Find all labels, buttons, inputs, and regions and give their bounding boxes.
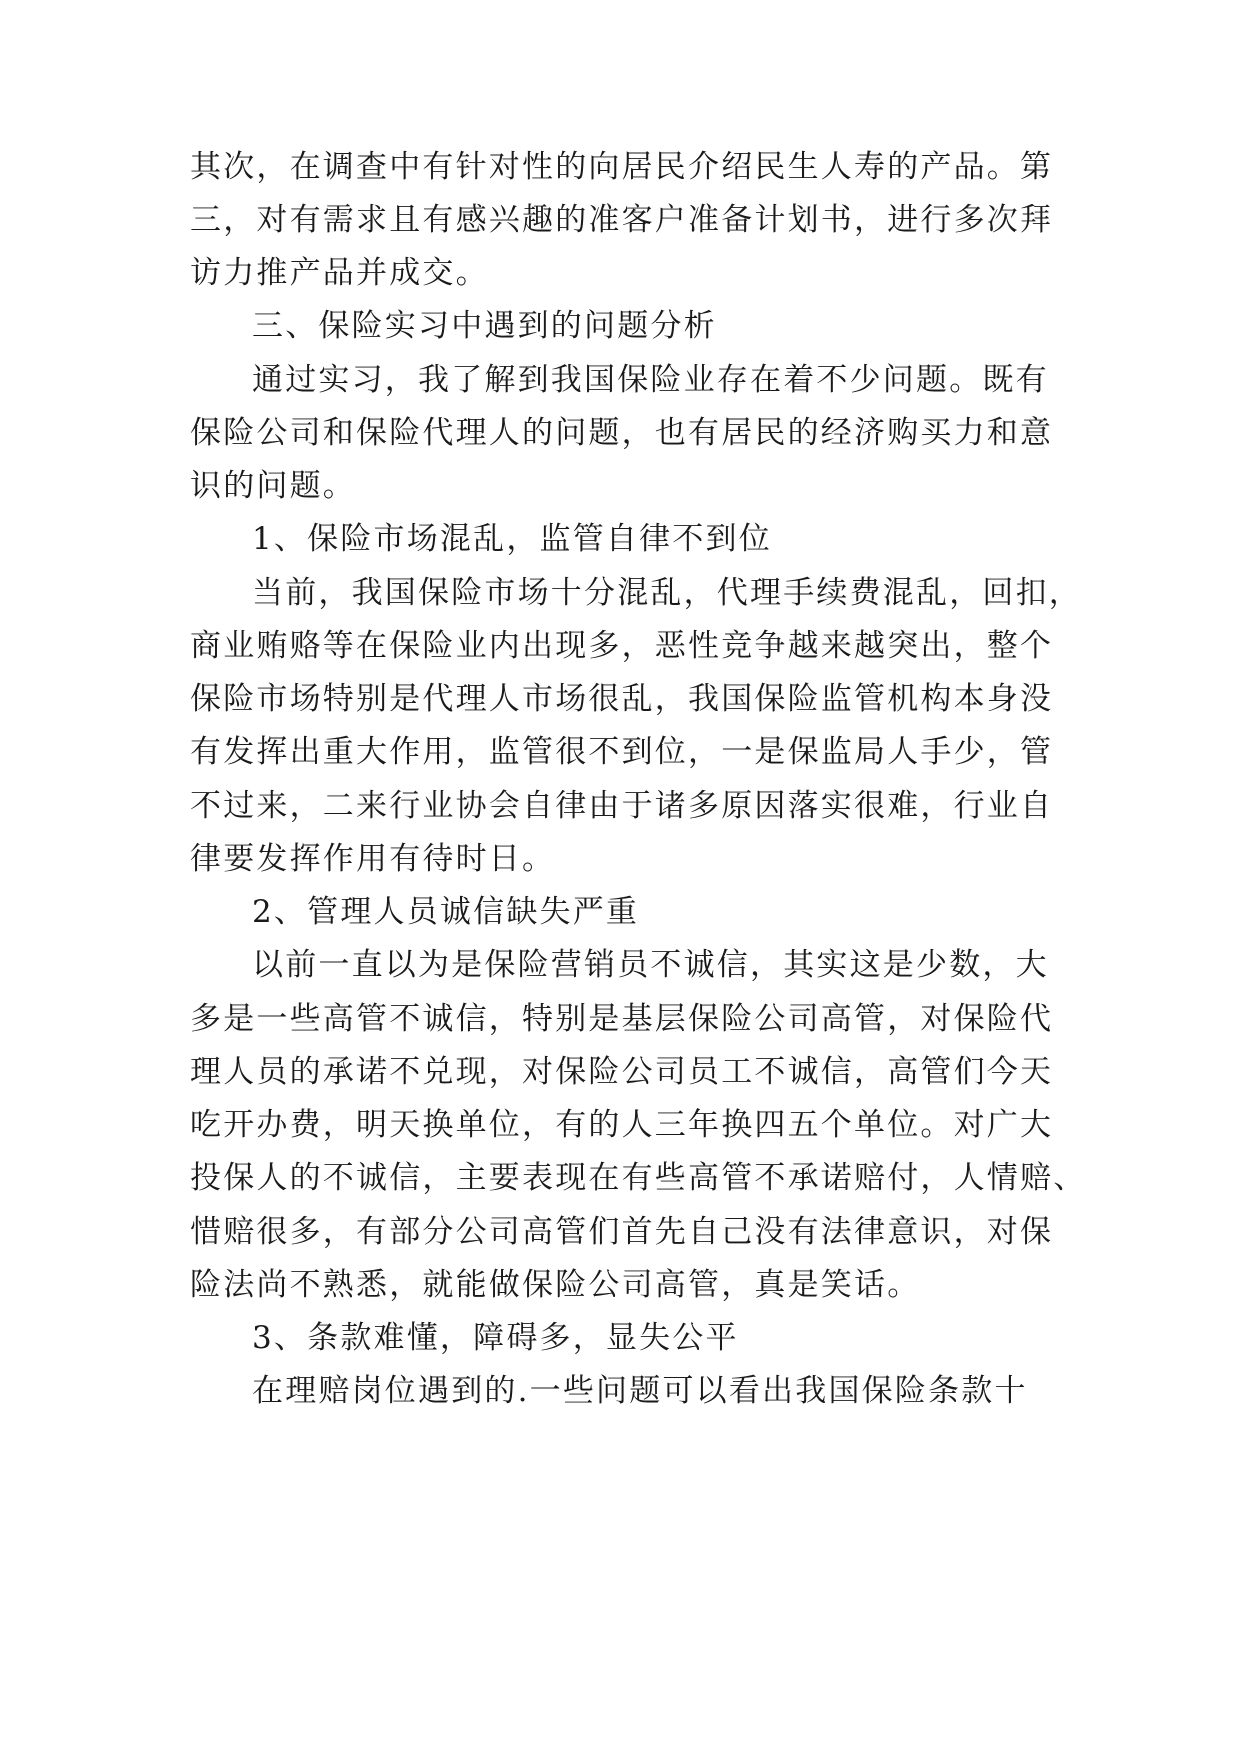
paragraph-line: 在理赔岗位遇到的.一些问题可以看出我国保险条款十 bbox=[252, 1373, 1028, 1409]
paragraph-line: 有发挥出重大作用，监管很不到位，一是保监局人手少，管 bbox=[190, 734, 1054, 770]
subsection-heading: 1、保险市场混乱，监管自律不到位 bbox=[252, 521, 772, 557]
section-heading: 三、保险实习中遇到的问题分析 bbox=[252, 308, 717, 344]
subsection-heading: 2、管理人员诚信缺失严重 bbox=[252, 894, 640, 930]
paragraph-line: 险法尚不熟悉，就能做保险公司高管，真是笑话。 bbox=[190, 1267, 921, 1303]
paragraph-line: 多是一些高管不诚信，特别是基层保险公司高管，对保险代 bbox=[190, 1001, 1054, 1037]
paragraph-line: 当前，我国保险市场十分混乱，代理手续费混乱，回扣， bbox=[252, 575, 1082, 611]
subsection-heading: 3、条款难懂，障碍多，显失公平 bbox=[252, 1320, 739, 1356]
paragraph-line: 保险公司和保险代理人的问题，也有居民的经济购买力和意 bbox=[190, 415, 1054, 451]
paragraph-line: 其次，在调查中有针对性的向居民介绍民生人寿的产品。第 bbox=[190, 149, 1054, 185]
paragraph-line: 保险市场特别是代理人市场很乱，我国保险监管机构本身没 bbox=[190, 681, 1054, 717]
paragraph-line: 不过来，二来行业协会自律由于诸多原因落实很难，行业自 bbox=[190, 788, 1054, 824]
paragraph-line: 理人员的承诺不兑现，对保险公司员工不诚信，高管们今天 bbox=[190, 1054, 1054, 1090]
paragraph-line: 吃开办费，明天换单位，有的人三年换四五个单位。对广大 bbox=[190, 1107, 1054, 1143]
paragraph-line: 识的问题。 bbox=[190, 468, 356, 504]
paragraph-line: 商业贿赂等在保险业内出现多，恶性竞争越来越突出，整个 bbox=[190, 628, 1054, 664]
paragraph-line: 投保人的不诚信，主要表现在有些高管不承诺赔付，人情赔、 bbox=[190, 1160, 1087, 1196]
paragraph-line: 惜赔很多，有部分公司高管们首先自己没有法律意识，对保 bbox=[190, 1214, 1054, 1250]
paragraph-line: 通过实习，我了解到我国保险业存在着不少问题。既有 bbox=[252, 362, 1049, 398]
paragraph-line: 律要发挥作用有待时日。 bbox=[190, 841, 556, 877]
paragraph-line: 访力推产品并成交。 bbox=[190, 255, 489, 291]
paragraph-line: 以前一直以为是保险营销员不诚信，其实这是少数，大 bbox=[252, 947, 1049, 983]
paragraph-line: 三，对有需求且有感兴趣的准客户准备计划书，进行多次拜 bbox=[190, 202, 1054, 238]
